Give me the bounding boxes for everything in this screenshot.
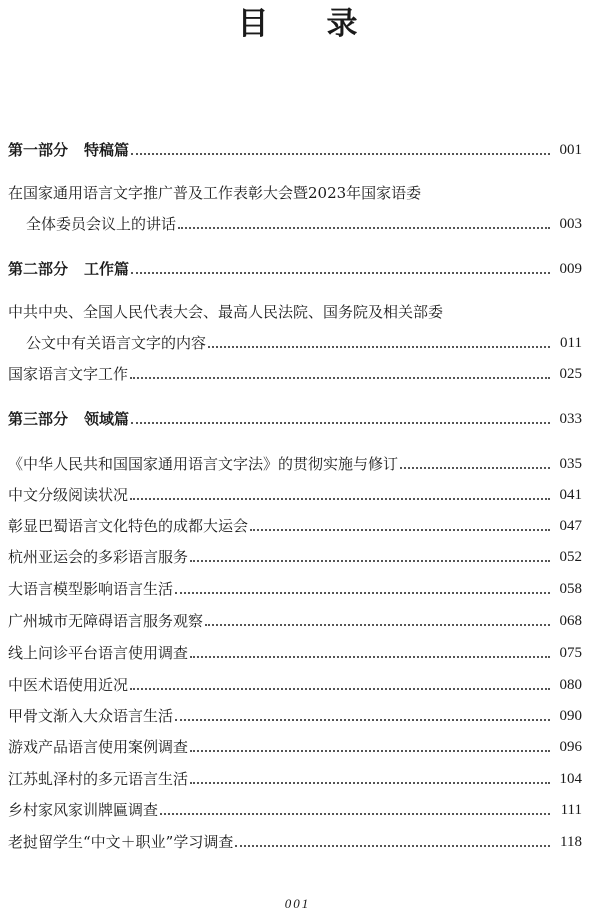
part-label: 第二部分 bbox=[8, 260, 69, 278]
dot-leader bbox=[178, 227, 550, 229]
entry-title: 游戏产品语言使用案例调查 bbox=[8, 738, 189, 756]
dot-leader bbox=[131, 153, 550, 155]
toc-entry-laos[interactable] bbox=[8, 830, 582, 854]
page-number: 075 bbox=[559, 645, 582, 661]
dot-leader bbox=[250, 529, 550, 531]
entry-title: 国家语言文字工作 bbox=[8, 365, 129, 383]
toc-part-1[interactable] bbox=[8, 138, 582, 162]
toc-entry-docs[interactable] bbox=[26, 331, 582, 355]
toc-entry-jiangsu[interactable] bbox=[8, 767, 582, 791]
entry-title: 广州城市无障碍语言服务观察 bbox=[8, 612, 204, 630]
part-label: 第三部分 bbox=[8, 410, 69, 428]
entry-title: 乡村家风家训牌匾调查 bbox=[8, 801, 159, 819]
page-number: 035 bbox=[559, 456, 582, 472]
part-heading bbox=[8, 138, 129, 162]
part-name: 工作篇 bbox=[84, 260, 130, 278]
page-number: 068 bbox=[559, 613, 582, 629]
entry-title: 杭州亚运会的多彩语言服务 bbox=[8, 548, 189, 566]
dot-leader bbox=[130, 498, 550, 500]
toc-entry-reading[interactable] bbox=[8, 483, 582, 507]
entry-title: 公文中有关语言文字的内容 bbox=[26, 334, 207, 352]
dot-leader bbox=[190, 750, 550, 752]
page-number: 052 bbox=[559, 549, 582, 565]
toc-entry-docs-line1[interactable]: 中共中央、全国人民代表大会、最高人民法院、国务院及相关部委 bbox=[8, 303, 444, 321]
dot-leader bbox=[190, 560, 550, 562]
page-number: 096 bbox=[559, 739, 582, 755]
page-number: 003 bbox=[559, 216, 582, 232]
entry-title: 中医术语使用近况 bbox=[8, 676, 129, 694]
page-number: 118 bbox=[560, 834, 582, 850]
page-number: 104 bbox=[559, 771, 582, 787]
toc-entry-hangzhou[interactable] bbox=[8, 545, 582, 569]
toc-entry-chengdu[interactable] bbox=[8, 514, 582, 538]
dot-leader bbox=[131, 422, 550, 424]
page-number: 011 bbox=[560, 335, 582, 351]
entry-title: 江苏虬泽村的多元语言生活 bbox=[8, 770, 189, 788]
folio-page-number: 001 bbox=[284, 896, 311, 911]
entry-title: 大语言模型影响语言生活 bbox=[8, 580, 174, 598]
toc-entry-speech-line1[interactable]: 在国家通用语言文字推广普及工作表彰大会暨2023年国家语委 bbox=[8, 184, 422, 202]
dot-leader bbox=[130, 688, 550, 690]
toc-entry-llm[interactable] bbox=[8, 577, 582, 601]
toc-entry-law[interactable] bbox=[8, 452, 582, 476]
toc-entry-guangzhou[interactable] bbox=[8, 609, 582, 633]
dot-leader bbox=[130, 377, 550, 379]
dot-leader bbox=[205, 624, 550, 626]
part-name: 领域篇 bbox=[84, 410, 130, 428]
entry-title: 线上问诊平台语言使用调查 bbox=[8, 644, 189, 662]
part-label: 第一部分 bbox=[8, 141, 69, 159]
toc-part-2[interactable] bbox=[8, 257, 582, 281]
dot-leader bbox=[235, 845, 550, 847]
page-title: 目录 bbox=[237, 6, 416, 42]
dot-leader bbox=[190, 782, 550, 784]
toc-entry-tcm[interactable] bbox=[8, 673, 582, 697]
dot-leader bbox=[175, 592, 550, 594]
part-heading bbox=[8, 257, 129, 281]
dot-leader bbox=[175, 719, 550, 721]
dot-leader bbox=[190, 656, 550, 658]
toc-entry-work[interactable] bbox=[8, 362, 582, 386]
page-number: 080 bbox=[559, 677, 582, 693]
entry-title: 甲骨文渐入大众语言生活 bbox=[8, 707, 174, 725]
page-number: 009 bbox=[559, 261, 582, 277]
toc-part-3[interactable] bbox=[8, 407, 582, 431]
entry-title: 《中华人民共和国国家通用语言文字法》的贯彻实施与修订 bbox=[8, 455, 399, 473]
page-number: 025 bbox=[559, 366, 582, 382]
page-number: 111 bbox=[560, 802, 582, 818]
entry-title: 中文分级阅读状况 bbox=[8, 486, 129, 504]
page-number: 001 bbox=[559, 142, 582, 158]
toc-entry-speech[interactable] bbox=[26, 212, 582, 236]
dot-leader bbox=[208, 346, 550, 348]
entry-title: 老挝留学生“中文＋职业”学习调查 bbox=[8, 833, 234, 851]
dot-leader bbox=[160, 813, 550, 815]
entry-title: 全体委员会议上的讲话 bbox=[26, 215, 177, 233]
page-number: 033 bbox=[559, 411, 582, 427]
page-number: 041 bbox=[559, 487, 582, 503]
part-name: 特稿篇 bbox=[84, 141, 130, 159]
dot-leader bbox=[131, 272, 550, 274]
toc-entry-village[interactable] bbox=[8, 798, 582, 822]
page-number: 090 bbox=[559, 708, 582, 724]
toc-entry-games[interactable] bbox=[8, 735, 582, 759]
page-number: 058 bbox=[559, 581, 582, 597]
toc-entry-online[interactable] bbox=[8, 641, 582, 665]
entry-title: 彰显巴蜀语言文化特色的成都大运会 bbox=[8, 517, 249, 535]
page-number: 047 bbox=[559, 518, 582, 534]
toc-entry-oracle[interactable] bbox=[8, 704, 582, 728]
dot-leader bbox=[400, 467, 550, 469]
part-heading bbox=[8, 407, 129, 431]
